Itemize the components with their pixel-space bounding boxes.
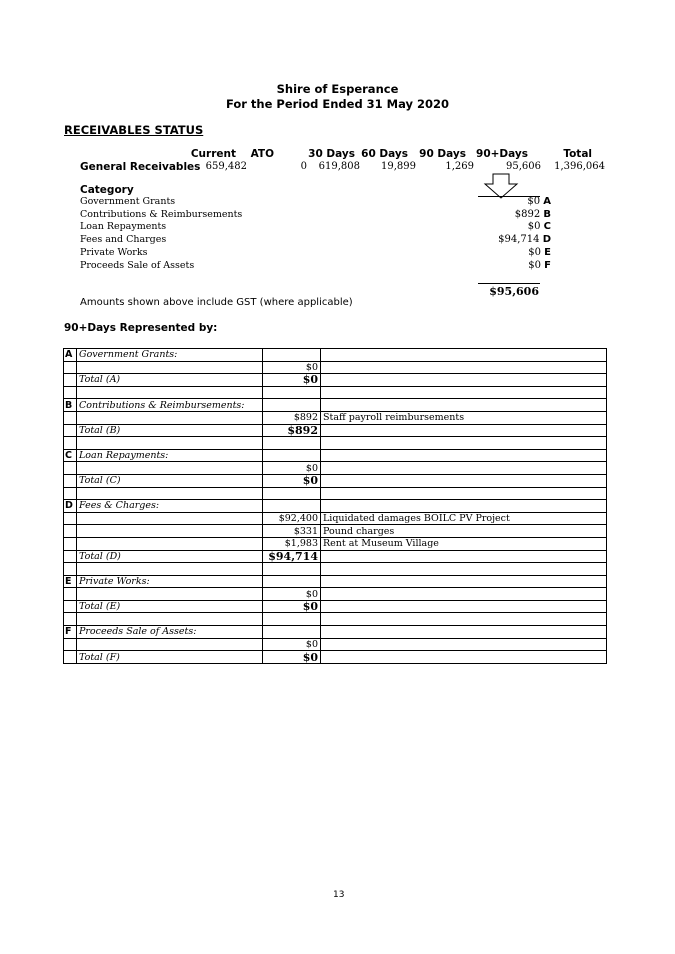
general-ato: 0 <box>300 161 307 172</box>
group-total-row <box>64 600 607 613</box>
table-cell: $92,400 <box>263 512 321 525</box>
spacer-row <box>64 437 607 450</box>
table-cell <box>263 575 321 588</box>
category-item-amount: $94,714 <box>498 234 540 246</box>
spacer-row <box>64 487 607 500</box>
table-cell <box>64 411 77 424</box>
table-row <box>64 638 607 651</box>
table-cell: $0 <box>263 651 321 664</box>
table-cell <box>64 424 77 437</box>
table-cell <box>263 613 321 626</box>
table-cell <box>77 512 263 525</box>
col-header-60days: 60 Days <box>361 148 408 160</box>
table-cell <box>77 361 263 374</box>
category-item-code: F <box>544 259 551 271</box>
table-cell <box>64 437 77 450</box>
table-cell <box>64 374 77 387</box>
group-header-row <box>64 500 607 513</box>
category-heading: Category <box>80 184 134 196</box>
table-row <box>64 411 607 424</box>
category-item-amount: $0 <box>527 196 541 207</box>
table-cell: $1,983 <box>263 537 321 550</box>
col-header-90days: 90 Days <box>419 148 466 160</box>
category-item-label: Proceeds Sale of Assets <box>80 259 195 271</box>
table-cell: Total (B) <box>77 424 263 437</box>
table-cell <box>321 588 607 601</box>
table-cell <box>321 424 607 437</box>
table-row <box>64 361 607 374</box>
section-title: RECEIVABLES STATUS <box>64 123 204 137</box>
page-title-org: Shire of Esperance <box>276 82 399 96</box>
group-total-row <box>64 374 607 387</box>
table-cell <box>77 462 263 475</box>
table-row <box>64 525 607 538</box>
table-cell: Government Grants: <box>77 349 263 362</box>
table-cell <box>321 462 607 475</box>
table-cell <box>64 651 77 664</box>
table-cell <box>263 500 321 513</box>
table-cell: $0 <box>263 361 321 374</box>
category-item-value <box>515 209 551 220</box>
table-row <box>64 462 607 475</box>
table-cell <box>263 487 321 500</box>
table-cell: F <box>64 626 77 639</box>
col-header-total: Total <box>563 148 592 160</box>
group-header-row <box>64 399 607 412</box>
general-60days: 19,899 <box>381 161 416 172</box>
group-total-row <box>64 474 607 487</box>
table-cell <box>64 550 77 563</box>
category-item-label: Fees and Charges <box>80 234 167 246</box>
category-item-value <box>528 260 551 271</box>
table-cell <box>64 600 77 613</box>
table-cell <box>77 588 263 601</box>
table-cell <box>321 600 607 613</box>
table-cell <box>321 361 607 374</box>
category-item-code: D <box>542 234 551 246</box>
group-total-row <box>64 651 607 664</box>
table-cell: Private Works: <box>77 575 263 588</box>
table-cell <box>321 437 607 450</box>
table-cell <box>77 437 263 450</box>
table-cell: Fees & Charges: <box>77 500 263 513</box>
group-header-row <box>64 449 607 462</box>
table-cell: $0 <box>263 374 321 387</box>
table-cell: Total (E) <box>77 600 263 613</box>
table-cell <box>77 411 263 424</box>
table-cell <box>321 626 607 639</box>
group-total-row <box>64 424 607 437</box>
category-total: $95,606 <box>489 285 539 298</box>
table-cell <box>321 563 607 576</box>
page-number: 13 <box>333 890 345 900</box>
category-item-amount: $0 <box>528 246 541 258</box>
table-cell: Proceeds Sale of Assets: <box>77 626 263 639</box>
table-cell: Total (C) <box>77 474 263 487</box>
table-cell <box>321 386 607 399</box>
table-cell <box>263 349 321 362</box>
table-cell <box>64 512 77 525</box>
spacer-row <box>64 613 607 626</box>
page-title-period: For the Period Ended 31 May 2020 <box>225 97 450 111</box>
table-cell <box>321 500 607 513</box>
table-cell <box>64 613 77 626</box>
category-item-code: B <box>543 208 551 220</box>
table-cell: $892 <box>263 424 321 437</box>
table-cell <box>64 588 77 601</box>
table-cell <box>321 651 607 664</box>
table-cell <box>64 525 77 538</box>
table-cell <box>64 563 77 576</box>
table-cell <box>263 449 321 462</box>
spacer-row <box>64 563 607 576</box>
table-cell <box>263 399 321 412</box>
category-item-code: E <box>544 246 551 258</box>
table-cell <box>321 374 607 387</box>
table-cell: Total (D) <box>77 550 263 563</box>
table-cell: Total (A) <box>77 374 263 387</box>
table-cell: Total (F) <box>77 651 263 664</box>
table-cell <box>263 437 321 450</box>
table-row <box>64 537 607 550</box>
spacer-row <box>64 386 607 399</box>
table-cell <box>321 613 607 626</box>
table-cell <box>321 349 607 362</box>
represented-table <box>63 348 607 664</box>
category-item-code: A <box>543 196 551 207</box>
general-90plus: 95,606 <box>506 161 541 172</box>
table-cell <box>64 361 77 374</box>
table-cell: Staff payroll reimbursements <box>321 411 607 424</box>
table-cell: $94,714 <box>263 550 321 563</box>
category-item-value <box>528 221 551 232</box>
table-cell <box>77 613 263 626</box>
table-cell <box>77 563 263 576</box>
category-item-amount: $0 <box>528 259 541 271</box>
table-cell: $0 <box>263 638 321 651</box>
col-header-current: Current <box>190 148 236 160</box>
table-cell <box>263 626 321 639</box>
table-cell: $0 <box>263 462 321 475</box>
table-cell <box>77 537 263 550</box>
table-row <box>64 512 607 525</box>
table-cell <box>321 487 607 500</box>
table-row <box>64 588 607 601</box>
group-header-row <box>64 575 607 588</box>
category-item-label: Private Works <box>80 246 148 258</box>
category-total-rule <box>478 283 540 284</box>
col-header-90plus: 90+Days <box>476 148 528 160</box>
col-header-30days: 30 Days <box>308 148 355 160</box>
table-cell: Liquidated damages BOILC PV Project <box>321 512 607 525</box>
table-cell: Rent at Museum Village <box>321 537 607 550</box>
table-cell: C <box>64 449 77 462</box>
table-cell <box>321 399 607 412</box>
table-cell: $892 <box>263 411 321 424</box>
table-cell: $0 <box>263 600 321 613</box>
table-cell <box>321 474 607 487</box>
general-current: 659,482 <box>205 161 247 172</box>
table-cell: $0 <box>263 474 321 487</box>
category-item-amount: $0 <box>527 221 541 233</box>
gst-note: Amounts shown above include GST (where applicable) <box>80 297 353 308</box>
table-cell: $331 <box>263 525 321 538</box>
table-cell <box>64 638 77 651</box>
table-cell: $0 <box>263 588 321 601</box>
category-item-amount: $892 <box>514 208 541 220</box>
table-cell <box>263 563 321 576</box>
group-header-row <box>64 626 607 639</box>
category-item-code: C <box>543 221 551 233</box>
general-90days: 1,269 <box>445 161 474 172</box>
table-cell: D <box>64 500 77 513</box>
table-cell: Contributions & Reimbursements: <box>77 399 263 412</box>
group-total-row <box>64 550 607 563</box>
general-receivables-label: General Receivables <box>80 161 201 173</box>
group-header-row <box>64 349 607 362</box>
table-cell <box>321 575 607 588</box>
table-cell <box>64 462 77 475</box>
table-cell: E <box>64 575 77 588</box>
category-item-value <box>498 234 551 245</box>
table-cell <box>321 550 607 563</box>
table-cell <box>77 487 263 500</box>
represented-heading: 90+Days Represented by: <box>64 322 218 334</box>
category-item-label: Loan Repayments <box>80 221 167 233</box>
table-cell <box>64 386 77 399</box>
general-30days: 619,808 <box>318 161 360 172</box>
table-cell: B <box>64 399 77 412</box>
table-cell: Loan Repayments: <box>77 449 263 462</box>
table-cell <box>77 638 263 651</box>
table-cell <box>77 386 263 399</box>
table-cell <box>64 537 77 550</box>
table-cell <box>263 386 321 399</box>
table-cell <box>64 487 77 500</box>
category-item-label: Government Grants <box>80 196 176 207</box>
general-total: 1,396,064 <box>554 161 605 172</box>
table-cell: A <box>64 349 77 362</box>
table-cell <box>321 449 607 462</box>
category-item-label: Contributions & Reimbursements <box>80 208 243 220</box>
table-cell <box>77 525 263 538</box>
category-item-value <box>528 247 551 258</box>
category-item-value <box>527 196 551 207</box>
table-cell <box>321 638 607 651</box>
table-cell: Pound charges <box>321 525 607 538</box>
col-header-ato: ATO <box>250 148 274 160</box>
table-cell <box>64 474 77 487</box>
